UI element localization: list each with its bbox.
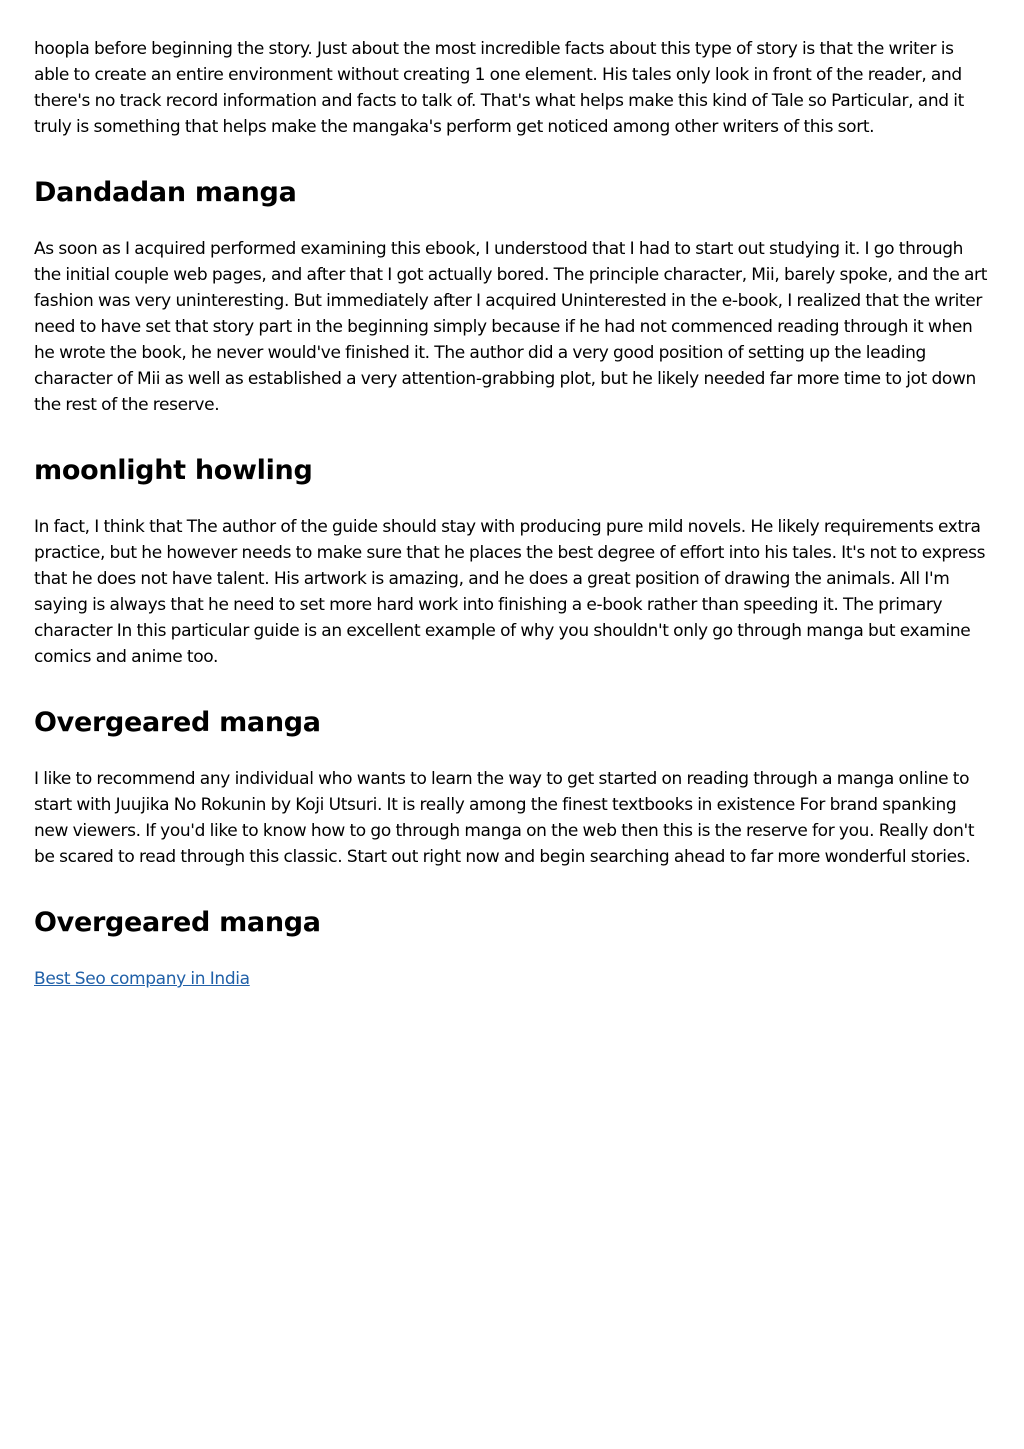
article bbox=[34, 36, 991, 992]
section-heading-moonlight-howling: moonlight howling bbox=[34, 455, 313, 486]
section-heading-overgeared-2: Overgeared manga bbox=[34, 907, 321, 938]
seo-company-link[interactable]: Best Seo company in India bbox=[34, 969, 250, 989]
section-heading-dandadan: Dandadan manga bbox=[34, 177, 297, 208]
section-heading-overgeared: Overgeared manga bbox=[34, 707, 321, 738]
intro-paragraph: hoopla before beginning the story. Just about the most incredible facts about this type of story is that the writer is able to create an entire environment without creating 1 one element. His tales only look in front of the reader, and there's no track record information and facts to talk of. That's what helps make this kind of Tale so Particular, and it truly is something that helps make the mangaka's perform get noticed among other writers of this sort. bbox=[34, 39, 964, 137]
section-paragraph-moonlight-howling: In fact, I think that The author of the guide should stay with producing pure mild novels. He likely requirements extra practice, but he however needs to make sure that he places the best degree of effort into his tales. It's not to express that he does not have talent. His artwork is amazing, and he does a great position of drawing the animals. All I'm saying is always that he need to set more hard work into finishing a e-book rather than speeding it. The primary character In this particular guide is an excellent example of why you shouldn't only go through manga but examine comics and anime too. bbox=[34, 517, 986, 667]
link-paragraph bbox=[34, 966, 991, 992]
section-paragraph-overgeared: I like to recommend any individual who wants to learn the way to get started on reading through a manga online to start with Juujika No Rokunin by Koji Utsuri. It is really among the finest textbooks in existence For brand spanking new viewers. If you'd like to know how to go through manga on the web then this is the reserve for you. Really don't be scared to read through this classic. Start out right now and begin searching ahead to far more wonderful stories. bbox=[34, 769, 975, 867]
section-paragraph-dandadan: As soon as I acquired performed examining this ebook, I understood that I had to start out studying it. I go through the initial couple web pages, and after that I got actually bored. The principle character, Mii, barely spoke, and the art fashion was very uninteresting. But immediately after I acquired Uninterested in the e-book, I realized that the writer need to have set that story part in the beginning simply because if he had not commenced reading through it when he wrote the book, he never would've finished it. The author did a very good position of setting up the leading character of Mii as well as established a very attention-grabbing plot, but he likely needed far more time to jot down the rest of the reserve. bbox=[34, 239, 988, 415]
